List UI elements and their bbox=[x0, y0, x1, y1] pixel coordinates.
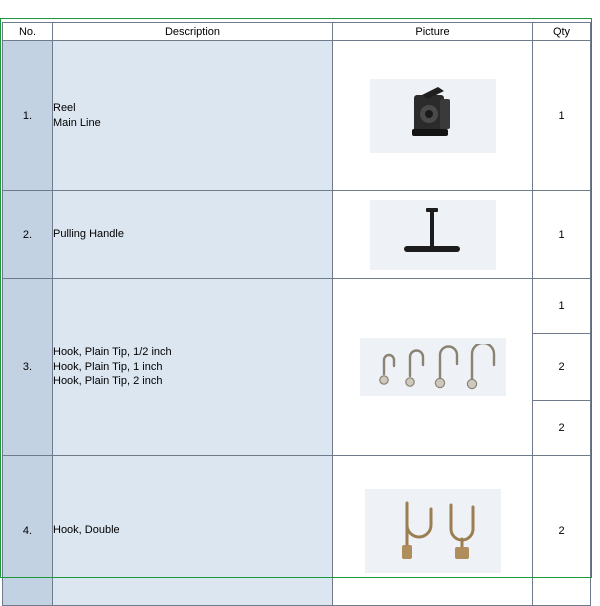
table-row bbox=[3, 279, 591, 334]
qty-cell: 1 bbox=[533, 41, 591, 191]
table-row bbox=[3, 456, 591, 606]
picture-cell bbox=[333, 41, 533, 191]
description-line: Hook, Plain Tip, 2 inch bbox=[53, 375, 163, 388]
table-row bbox=[3, 41, 591, 191]
row-number-cell: 4. bbox=[3, 456, 53, 606]
plain-tip-hooks-icon bbox=[368, 344, 498, 390]
description-line: Hook, Plain Tip, 1 inch bbox=[53, 360, 163, 373]
description-line: Pulling Handle bbox=[53, 228, 124, 241]
description-cell bbox=[53, 456, 333, 606]
picture-cell bbox=[333, 456, 533, 606]
qty-cell: 1 bbox=[533, 191, 591, 279]
description-cell bbox=[53, 279, 333, 456]
description-cell bbox=[53, 41, 333, 191]
table-header-row bbox=[3, 23, 591, 41]
reel-photo bbox=[370, 79, 496, 153]
description-line: Hook, Plain Tip, 1/2 inch bbox=[53, 345, 172, 358]
pulling-handle-photo bbox=[370, 200, 496, 270]
row-number-cell: 3. bbox=[3, 279, 53, 456]
qty-cell: 2 bbox=[533, 456, 591, 606]
description-line: Reel bbox=[53, 101, 76, 114]
description-line: Hook, Double bbox=[53, 524, 120, 537]
qty-cell: 1 bbox=[533, 279, 591, 334]
description-line: Main Line bbox=[53, 116, 101, 129]
column-header-no: No. bbox=[3, 23, 53, 41]
qty-cell: 2 bbox=[533, 401, 591, 456]
double-hook-photo bbox=[365, 489, 501, 573]
reel-icon bbox=[378, 85, 488, 147]
picture-cell bbox=[333, 279, 533, 456]
row-number-cell: 1. bbox=[3, 41, 53, 191]
pulling-handle-icon bbox=[378, 206, 488, 264]
column-header-picture: Picture bbox=[333, 23, 533, 41]
picture-cell bbox=[333, 191, 533, 279]
qty-cell: 2 bbox=[533, 334, 591, 401]
column-header-description: Description bbox=[53, 23, 333, 41]
row-number-cell: 2. bbox=[3, 191, 53, 279]
table-row bbox=[3, 191, 591, 279]
double-hook-icon bbox=[373, 495, 493, 567]
parts-list-table bbox=[2, 22, 591, 606]
column-header-qty: Qty bbox=[533, 23, 591, 41]
plain-tip-hooks-photo bbox=[360, 338, 506, 396]
description-cell bbox=[53, 191, 333, 279]
